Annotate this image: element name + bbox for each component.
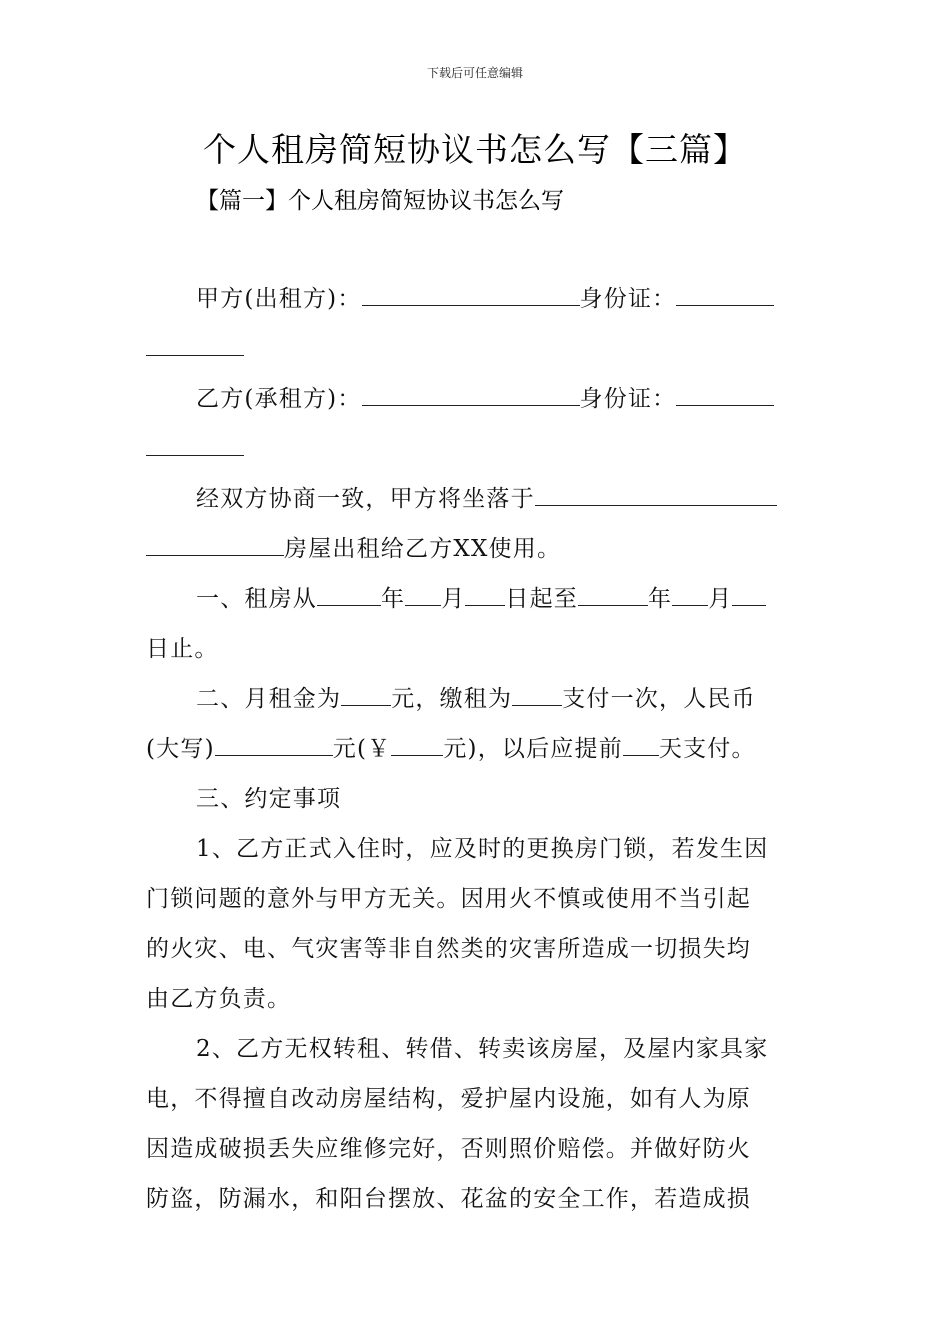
clause-2 bbox=[146, 674, 808, 774]
party-b-id-label: 身份证： bbox=[579, 386, 677, 412]
party-a-id-blank-2 bbox=[146, 333, 244, 356]
clause-1-month-2: 月 bbox=[708, 586, 733, 612]
clause-1-end: 日止。 bbox=[146, 636, 219, 662]
party-b-label: 乙方(承租方)： bbox=[196, 386, 362, 412]
item-1-paragraph bbox=[146, 824, 808, 1024]
agreement-line-2 bbox=[146, 524, 808, 574]
party-b-id-continued bbox=[146, 424, 808, 474]
item-1-line: 的火灾、电、气灾害等非自然类的灾害所造成一切损失均 bbox=[146, 936, 751, 962]
party-b-line bbox=[146, 374, 808, 424]
amount-in-words-blank bbox=[215, 733, 333, 756]
party-a-name-blank bbox=[362, 283, 580, 306]
item-2-line: 防盗，防漏水，和阳台摆放、花盆的安全工作，若造成损 bbox=[146, 1186, 751, 1212]
end-day-blank bbox=[732, 583, 766, 606]
item-1-line: 1、乙方正式入住时，应及时的更换房门锁，若发生因 bbox=[196, 836, 769, 862]
amount-in-figures-blank bbox=[391, 733, 443, 756]
clause-2-text-b: 元，缴租为 bbox=[391, 686, 513, 712]
clause-1 bbox=[146, 574, 808, 674]
clause-2-text-c: 支付一次，人民币 bbox=[562, 686, 756, 712]
clause-2-text-a: 二、月租金为 bbox=[196, 686, 342, 712]
agreement-text-1: 经双方协商一致，甲方将坐落于 bbox=[196, 486, 535, 512]
clause-1-month: 月 bbox=[441, 586, 466, 612]
clause-1-text-a: 一、租房从 bbox=[196, 586, 317, 612]
item-2-line: 2、乙方无权转租、转借、转卖该房屋，及屋内家具家 bbox=[196, 1036, 769, 1062]
section-title: 【篇一】个人租房简短协议书怎么写 bbox=[196, 188, 564, 214]
clause-1-line-1 bbox=[146, 574, 808, 624]
clause-2-line-2 bbox=[146, 724, 808, 774]
item-2-paragraph bbox=[146, 1024, 808, 1224]
advance-days-blank bbox=[623, 733, 659, 756]
item-2-line: 电，不得擅自改动房屋结构，爱护屋内设施，如有人为原 bbox=[146, 1086, 751, 1112]
clause-2-line-1 bbox=[146, 674, 808, 724]
item-1-line: 由乙方负责。 bbox=[146, 986, 292, 1012]
clause-1-day-from: 日起至 bbox=[505, 586, 579, 612]
party-a-id-blank bbox=[676, 283, 774, 306]
location-blank bbox=[535, 483, 777, 506]
location-blank-2 bbox=[146, 533, 284, 556]
clause-1-line-2 bbox=[146, 624, 808, 674]
item-1-line: 门锁问题的意外与甲方无关。因用火不慎或使用不当引起 bbox=[146, 886, 751, 912]
agreement-line-1 bbox=[146, 474, 808, 524]
party-b-id-blank bbox=[676, 383, 774, 406]
party-b-id-blank-2 bbox=[146, 433, 244, 456]
start-month-blank bbox=[405, 583, 441, 606]
party-a-label: 甲方(出租方)： bbox=[196, 286, 362, 312]
clause-2-text-e: 元(￥ bbox=[332, 736, 392, 762]
item-2-line: 因造成破损丢失应维修完好，否则照价赔偿。并做好防火 bbox=[146, 1136, 751, 1162]
end-year-blank bbox=[578, 583, 648, 606]
document-title: 个人租房简短协议书怎么写【三篇】 bbox=[203, 130, 747, 169]
party-a-id-continued bbox=[146, 324, 808, 374]
start-day-blank bbox=[465, 583, 505, 606]
payment-period-blank bbox=[512, 683, 562, 706]
clause-1-year: 年 bbox=[381, 586, 406, 612]
party-b-name-blank bbox=[362, 383, 580, 406]
clause-3-title: 三、约定事项 bbox=[196, 786, 342, 812]
clause-2-text-d: (大写) bbox=[146, 736, 215, 762]
party-a-id-label: 身份证： bbox=[579, 286, 677, 312]
clause-3-title-block bbox=[146, 774, 808, 824]
party-a-block bbox=[146, 274, 808, 374]
header-note: 下载后可任意编辑 bbox=[426, 66, 523, 80]
clause-2-text-g: 天支付。 bbox=[658, 736, 756, 762]
party-a-line bbox=[146, 274, 808, 324]
agreement-paragraph bbox=[146, 474, 808, 574]
rent-amount-blank bbox=[341, 683, 391, 706]
clause-2-text-f: 元)，以后应提前 bbox=[443, 736, 623, 762]
clause-1-year-2: 年 bbox=[648, 586, 673, 612]
party-b-block bbox=[146, 374, 808, 474]
start-year-blank bbox=[317, 583, 381, 606]
agreement-text-2: 房屋出租给乙方XX使用。 bbox=[284, 536, 562, 562]
end-month-blank bbox=[672, 583, 708, 606]
